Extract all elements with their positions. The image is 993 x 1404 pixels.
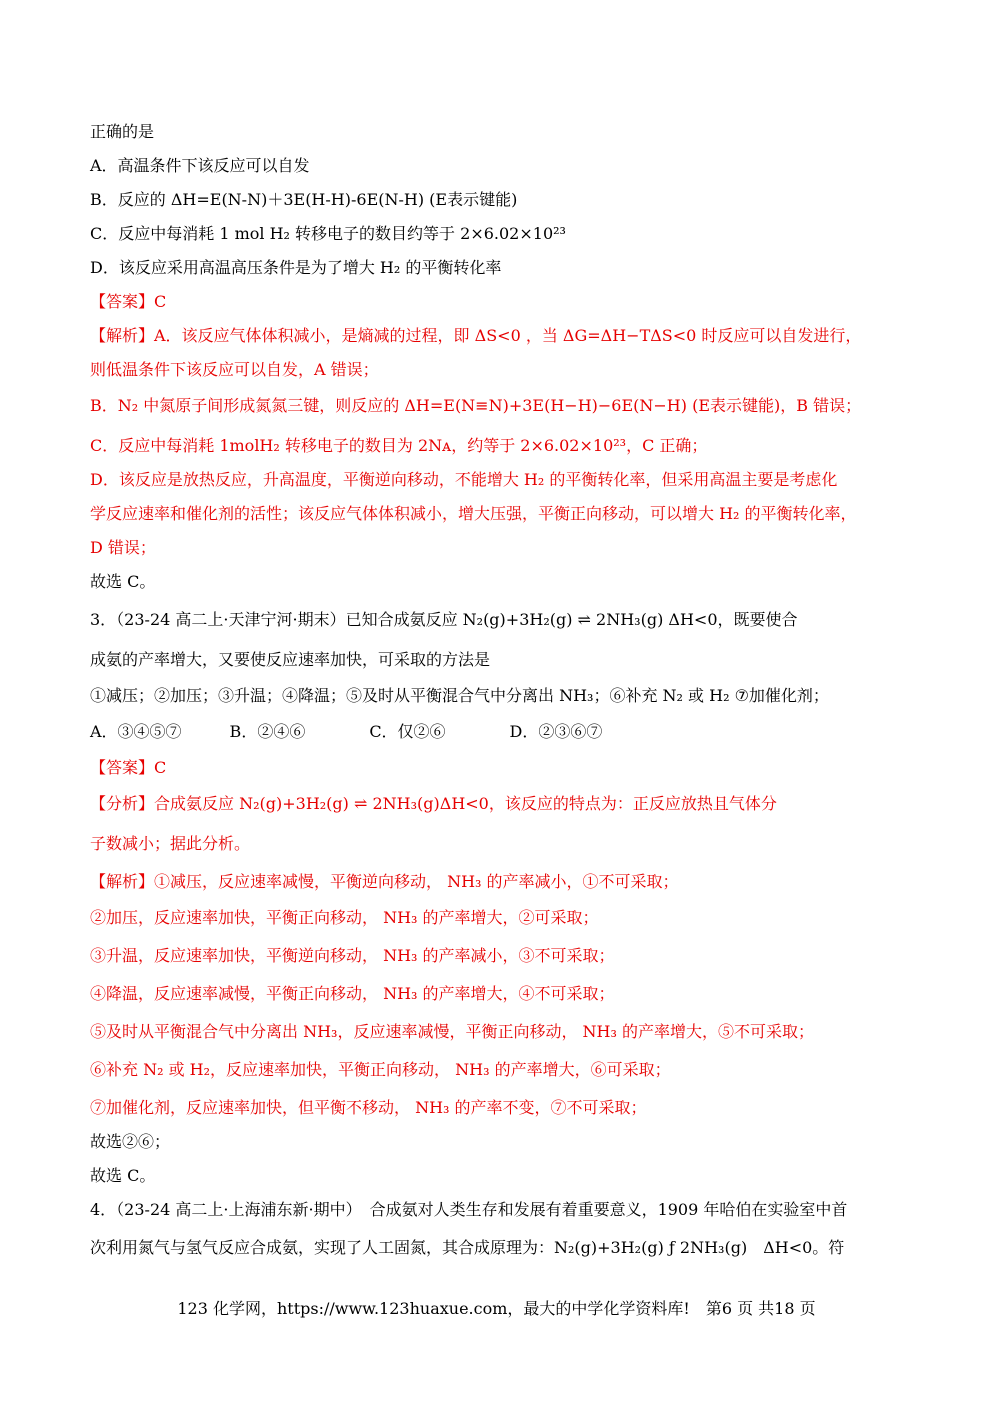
text-line: A．③④⑤⑦ B．②④⑥ C．仅②⑥ D．②③⑥⑦ — [90, 722, 603, 741]
text-line: 子数减小；据此分析。 — [90, 834, 251, 853]
text-line: 4．（23-24 高二上·上海浦东新·期中） 合成氨对人类生存和发展有着重要意义，1909 年哈伯在实验室中首 — [90, 1200, 848, 1219]
text-line: 【分析】合成氨反应 N₂(g)+3H₂(g) ⇌ 2NH₃(g)ΔH<0，该反应的特点为：正反应放热且气体分 — [90, 794, 777, 813]
text-line: B．N₂ 中氮原子间形成氮氮三键，则反应的 ΔH=E(N≡N)+3E(H−H)−6E(N−H) (E表示键能)，B 错误； — [90, 396, 862, 415]
text-line: 【答案】C — [90, 758, 167, 777]
text-line: 成氨的产率增大，又要使反应速率加快，可采取的方法是 — [90, 650, 491, 669]
text-line: 故选②⑥； — [90, 1132, 171, 1151]
text-line: ④降温，反应速率减慢，平衡正向移动， NH₃ 的产率增大，④不可采取； — [90, 984, 615, 1003]
text-line: 正确的是 — [90, 122, 155, 141]
text-line: 则低温条件下该反应可以自发，A 错误； — [90, 360, 379, 379]
text-line: ①减压；②加压；③升温；④降温；⑤及时从平衡混合气中分离出 NH₃；⑥补充 N₂ 或 H₂ ⑦加催化剂； — [90, 686, 829, 705]
text-line: 次利用氮气与氢气反应合成氨，实现了人工固氮，其合成原理为：N₂(g)+3H₂(g) ƒ 2NH₃(g) ΔH<0。符 — [90, 1238, 845, 1257]
text-line: C．反应中每消耗 1molH₂ 转移电子的数目为 2Nᴀ，约等于 2×6.02×10²³，C 正确； — [90, 436, 708, 455]
text-line: 故选 C。 — [90, 1166, 156, 1185]
text-line: ②加压，反应速率加快，平衡正向移动， NH₃ 的产率增大，②可采取； — [90, 908, 599, 927]
text-line: B．反应的 ΔH=E(N-N)＋3E(H-H)-6E(N-H) (E表示键能) — [90, 190, 518, 209]
text-line: ③升温，反应速率加快，平衡逆向移动， NH₃ 的产率减小，③不可采取； — [90, 946, 615, 965]
text-line: 故选 C。 — [90, 572, 156, 591]
text-line: 3．（23-24 高二上·天津宁河·期末）已知合成氨反应 N₂(g)+3H₂(g) ⇌ 2NH₃(g) ΔH<0，既要使合 — [90, 610, 798, 629]
text-line: D．该反应采用高温高压条件是为了增大 H₂ 的平衡转化率 — [90, 258, 502, 277]
text-line: D 错误； — [90, 538, 156, 557]
text-line: ⑥补充 N₂ 或 H₂，反应速率加快，平衡正向移动， NH₃ 的产率增大，⑥可采取； — [90, 1060, 671, 1079]
text-line: 【答案】C — [90, 292, 167, 311]
text-line: C．反应中每消耗 1 mol H₂ 转移电子的数目约等于 2×6.02×10²³ — [90, 224, 566, 243]
page-footer: 123 化学网，https://www.123huaxue.com，最大的中学化学资料库! 第6 页 共18 页 — [177, 1299, 816, 1318]
text-line: 【解析】A．该反应气体体积减小，是熵减的过程，即 ΔS<0 ，当 ΔG=ΔH−TΔS<0 时反应可以自发进行， — [90, 326, 862, 345]
text-line: 【解析】①减压，反应速率减慢，平衡逆向移动， NH₃ 的产率减小，①不可采取； — [90, 872, 679, 891]
text-line: ⑦加催化剂，反应速率加快，但平衡不移动， NH₃ 的产率不变，⑦不可采取； — [90, 1098, 647, 1117]
text-line: D．该反应是放热反应，升高温度，平衡逆向移动，不能增大 H₂ 的平衡转化率，但采用高温主要是考虑化 — [90, 470, 838, 489]
text-line: ⑤及时从平衡混合气中分离出 NH₃，反应速率减慢，平衡正向移动， NH₃ 的产率增大，⑤不可采取； — [90, 1022, 814, 1041]
text-line: 学反应速率和催化剂的活性；该反应气体体积减小，增大压强，平衡正向移动，可以增大 H₂ 的平衡转化率， — [90, 504, 857, 523]
text-line: A．高温条件下该反应可以自发 — [90, 156, 310, 175]
